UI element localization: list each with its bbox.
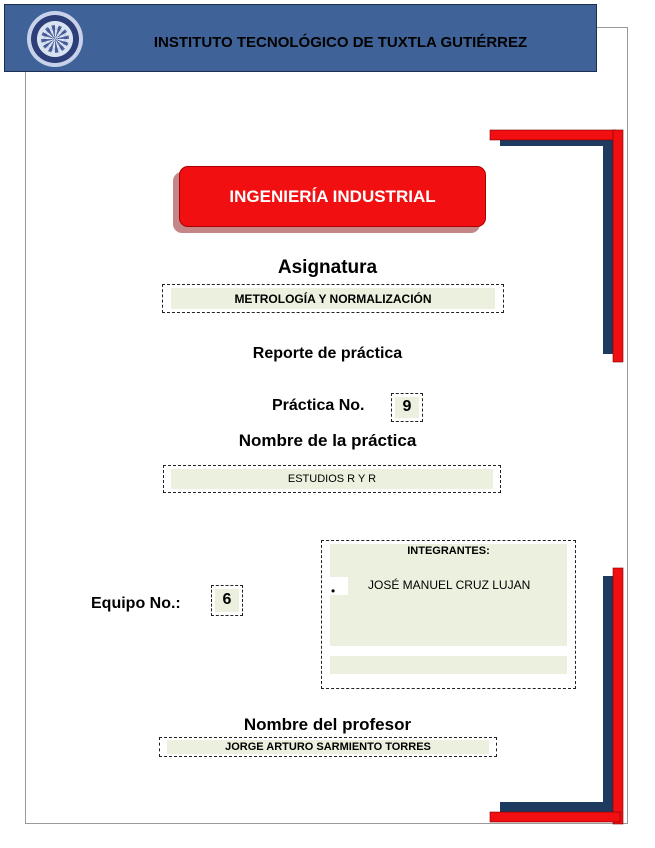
professor-field [159, 737, 497, 757]
subject-label: Asignatura [277, 257, 378, 278]
practice-name-label: Nombre de la práctica [238, 431, 417, 450]
bullet-icon: • [331, 584, 336, 598]
institution-header [4, 4, 597, 72]
career-name: INGENIERÍA INDUSTRIAL [229, 187, 436, 206]
professor-label: Nombre del profesor [243, 715, 412, 734]
report-label: Reporte de práctica [252, 345, 403, 362]
professor-name: JORGE ARTURO SARMIENTO TORRES [225, 741, 431, 753]
top-right-bracket-icon [488, 128, 628, 364]
practice-number-label: Práctica No. [272, 397, 365, 414]
team-members-box [321, 540, 576, 689]
subject-field [162, 284, 504, 313]
subject-value: METROLOGÍA Y NORMALIZACIÓN [234, 292, 432, 306]
practice-name: ESTUDIOS R Y R [287, 473, 377, 485]
practice-number-field [391, 393, 423, 422]
institute-seal-icon [27, 11, 83, 67]
career-banner [179, 166, 486, 227]
institution-name: INSTITUTO TECNOLÓGICO DE TUXTLA GUTIÉRREZ [153, 34, 528, 51]
team-number-field [211, 585, 243, 616]
practice-number: 9 [402, 398, 412, 415]
team-number-label: Equipo No.: [91, 595, 181, 612]
member-name: JOSÉ MANUEL CRUZ LUJAN [368, 578, 531, 592]
team-number: 6 [222, 591, 232, 608]
members-label: INTEGRANTES: [407, 545, 490, 557]
practice-name-field [163, 465, 501, 493]
